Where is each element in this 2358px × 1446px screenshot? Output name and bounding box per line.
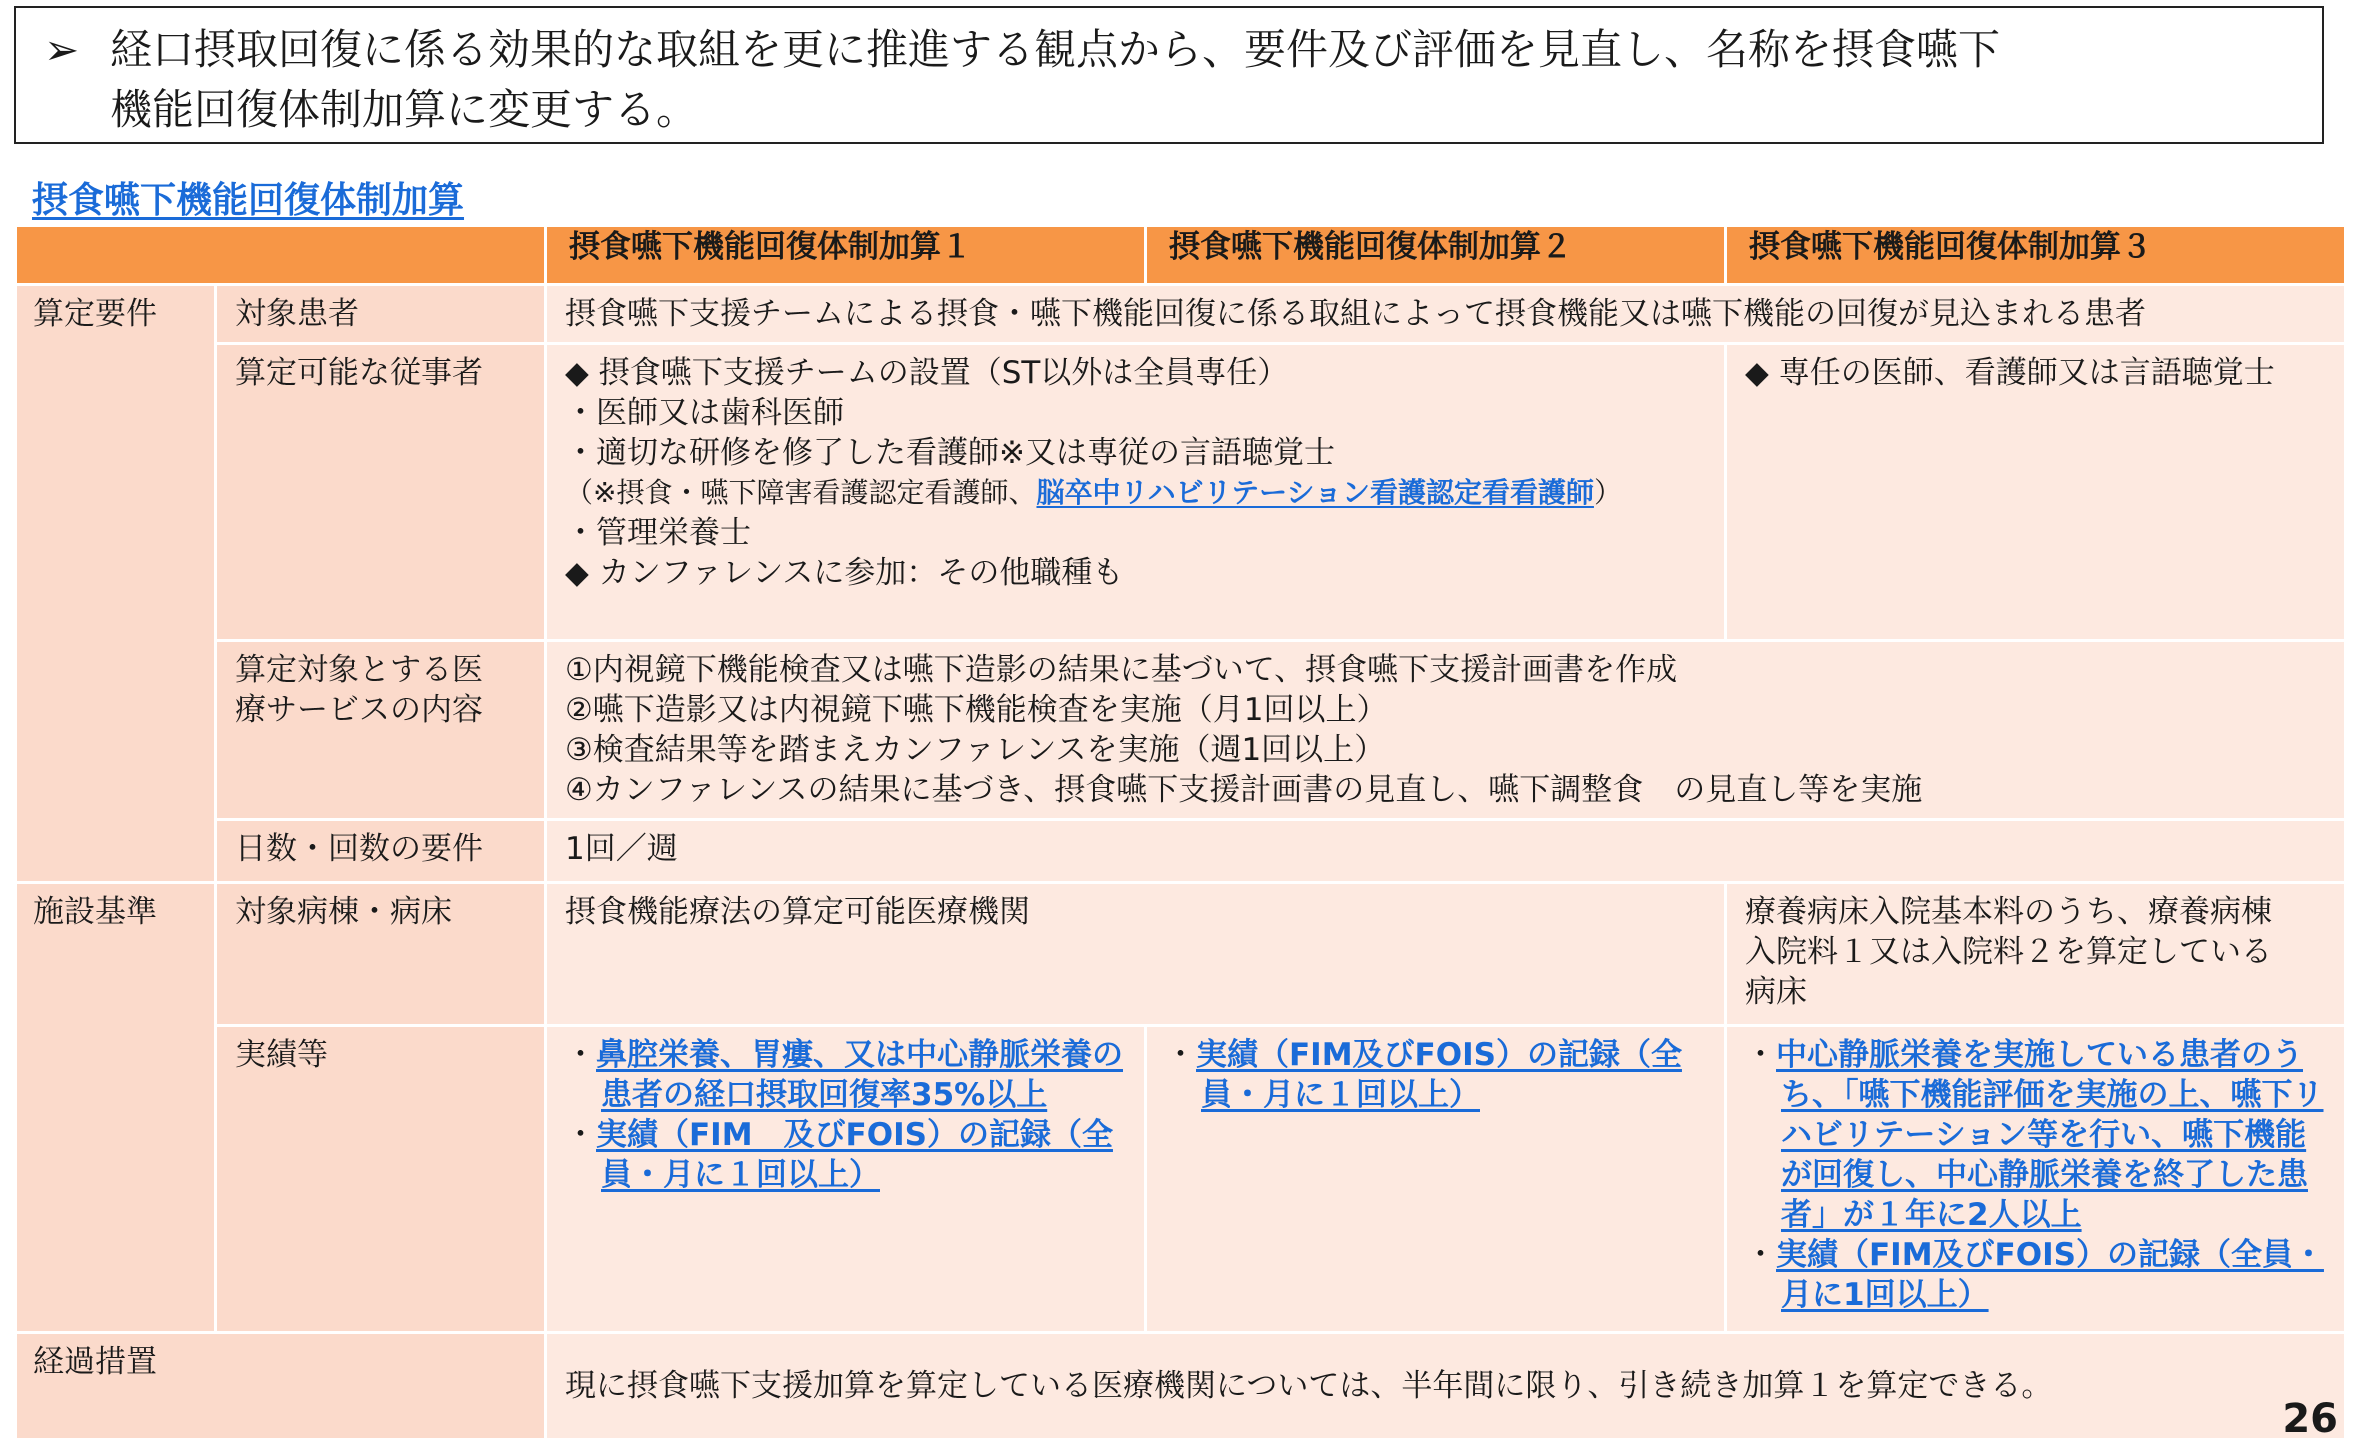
value-keika-sochi: 現に摂食嚥下支援加算を算定している医療機関については、半年間に限り、引き続き加算１を算定できる。 [546,1333,2346,1440]
label-service: 算定対象とする医 療サービスの内容 [216,641,546,820]
header-col-2: 摂食嚥下機能回復体制加算２ [1146,226,1726,285]
jisseki-3-cv-nutrition-link[interactable]: 中心静脈栄養を実施している患者のうち、「嚥下機能評価を実施の上、嚥下リハビリテーション等を行い、嚥下機能が回復し、中心静脈栄養を終了した患者」が１年に2人以上 [1776,1037,2324,1233]
value-jisseki-3: ・中心静脈栄養を実施している患者のうち、「嚥下機能評価を実施の上、嚥下リハビリテーション等を行い、嚥下機能が回復し、中心静脈栄養を終了した患者」が１年に2人以上 ・実績（FIM及びFOIS）の記録（全員・月に1回以上） [1726,1026,2346,1333]
row-taishou-kanja [16,285,2346,344]
headline-text [110,20,2302,142]
group-santei-youken: 算定要件 [16,285,216,883]
value-jisseki-2: ・実績（FIM及びFOIS）の記録（全員・月に１回以上） [1146,1026,1726,1333]
header-row [16,226,2346,285]
row-kaisu [16,820,2346,883]
header-blank [16,226,546,285]
row-jisseki [16,1026,2346,1333]
group-shisetsu-kijun: 施設基準 [16,883,216,1333]
row-service [16,641,2346,820]
row-byoutou [16,883,2346,1026]
jisseki-2-fim-fois-link[interactable]: 実績（FIM及びFOIS）の記録（全員・月に１回以上） [1196,1037,1682,1113]
requirements-table [14,224,2347,1441]
label-kaisu: 日数・回数の要件 [216,820,546,883]
label-jisseki: 実績等 [216,1026,546,1333]
jisseki-1-fim-fois-link[interactable]: 実績（FIM 及びFOIS）の記録（全員・月に１回以上） [596,1117,1113,1193]
headline-line-2: 機能回復体制加算に変更する。 [110,85,699,134]
label-jujisha: 算定可能な従事者 [216,344,546,641]
arrow-bullet-icon: ➢ [44,25,80,74]
label-keika-sochi: 経過措置 [16,1333,546,1440]
headline-line-1: 経口摂取回復に係る効果的な取組を更に推進する観点から、要件及び評価を見直し、名称を摂食嚥下 [110,25,2001,74]
value-jisseki-1: ・鼻腔栄養、胃瘻、又は中心静脈栄養の患者の経口摂取回復率35%以上 ・実績（FIM 及びFOIS）の記録（全員・月に１回以上） [546,1026,1146,1333]
value-byoutou-3: 療養病床入院基本料のうち、療養病棟 入院料１又は入院料２を算定している 病床 [1726,883,2346,1026]
header-col-1: 摂食嚥下機能回復体制加算１ [546,226,1146,285]
value-kaisu: 1回／週 [546,820,2346,883]
header-col-3: 摂食嚥下機能回復体制加算３ [1726,226,2346,285]
stroke-rehab-nurse-link[interactable]: 脳卒中リハビリテーション看護認定看看護師 [1036,476,1594,509]
value-taishou-kanja: 摂食嚥下支援チームによる摂食・嚥下機能回復に係る取組によって摂食機能又は嚥下機能の回復が見込まれる患者 [546,285,2346,344]
row-jujisha [16,344,2346,641]
value-byoutou-1-2: 摂食機能療法の算定可能医療機関 [546,883,1726,1026]
jisseki-1-recovery-rate-link[interactable]: 鼻腔栄養、胃瘻、又は中心静脈栄養の患者の経口摂取回復率35%以上 [596,1037,1123,1113]
value-service: ①内視鏡下機能検査又は嚥下造影の結果に基づいて、摂食嚥下支援計画書を作成 ②嚥下造影又は内視鏡下嚥下機能検査を実施（月1回以上） ③検査結果等を踏まえカンファレンスを実施（週1回以上） ④カンファレンスの結果に基づき、摂食嚥下支援計画書の見直し、嚥下調整食 の見直し等を実施 [546,641,2346,820]
jisseki-3-fim-fois-link[interactable]: 実績（FIM及びFOIS）の記録（全員・月に1回以上） [1776,1237,2324,1313]
row-keika-sochi [16,1333,2346,1440]
label-byoutou: 対象病棟・病床 [216,883,546,1026]
value-jujisha-1-2: ◆ 摂食嚥下支援チームの設置（ST以外は全員専任） ・医師又は歯科医師 ・適切な研修を修了した看護師※又は専従の言語聴覚士 （※摂食・嚥下障害看護認定看護師、脳卒中リハビリテーション看護認定看看護師） ・管理栄養士 ◆ カンファレンスに参加：その他職種も [546,344,1726,641]
value-jujisha-3: ◆ 専任の医師、看護師又は言語聴覚士 [1726,344,2346,641]
section-title-link[interactable]: 摂食嚥下機能回復体制加算 [32,180,465,221]
label-taishou-kanja: 対象患者 [216,285,546,344]
headline-box [14,6,2324,144]
page-number: 26 [2282,1396,2338,1442]
